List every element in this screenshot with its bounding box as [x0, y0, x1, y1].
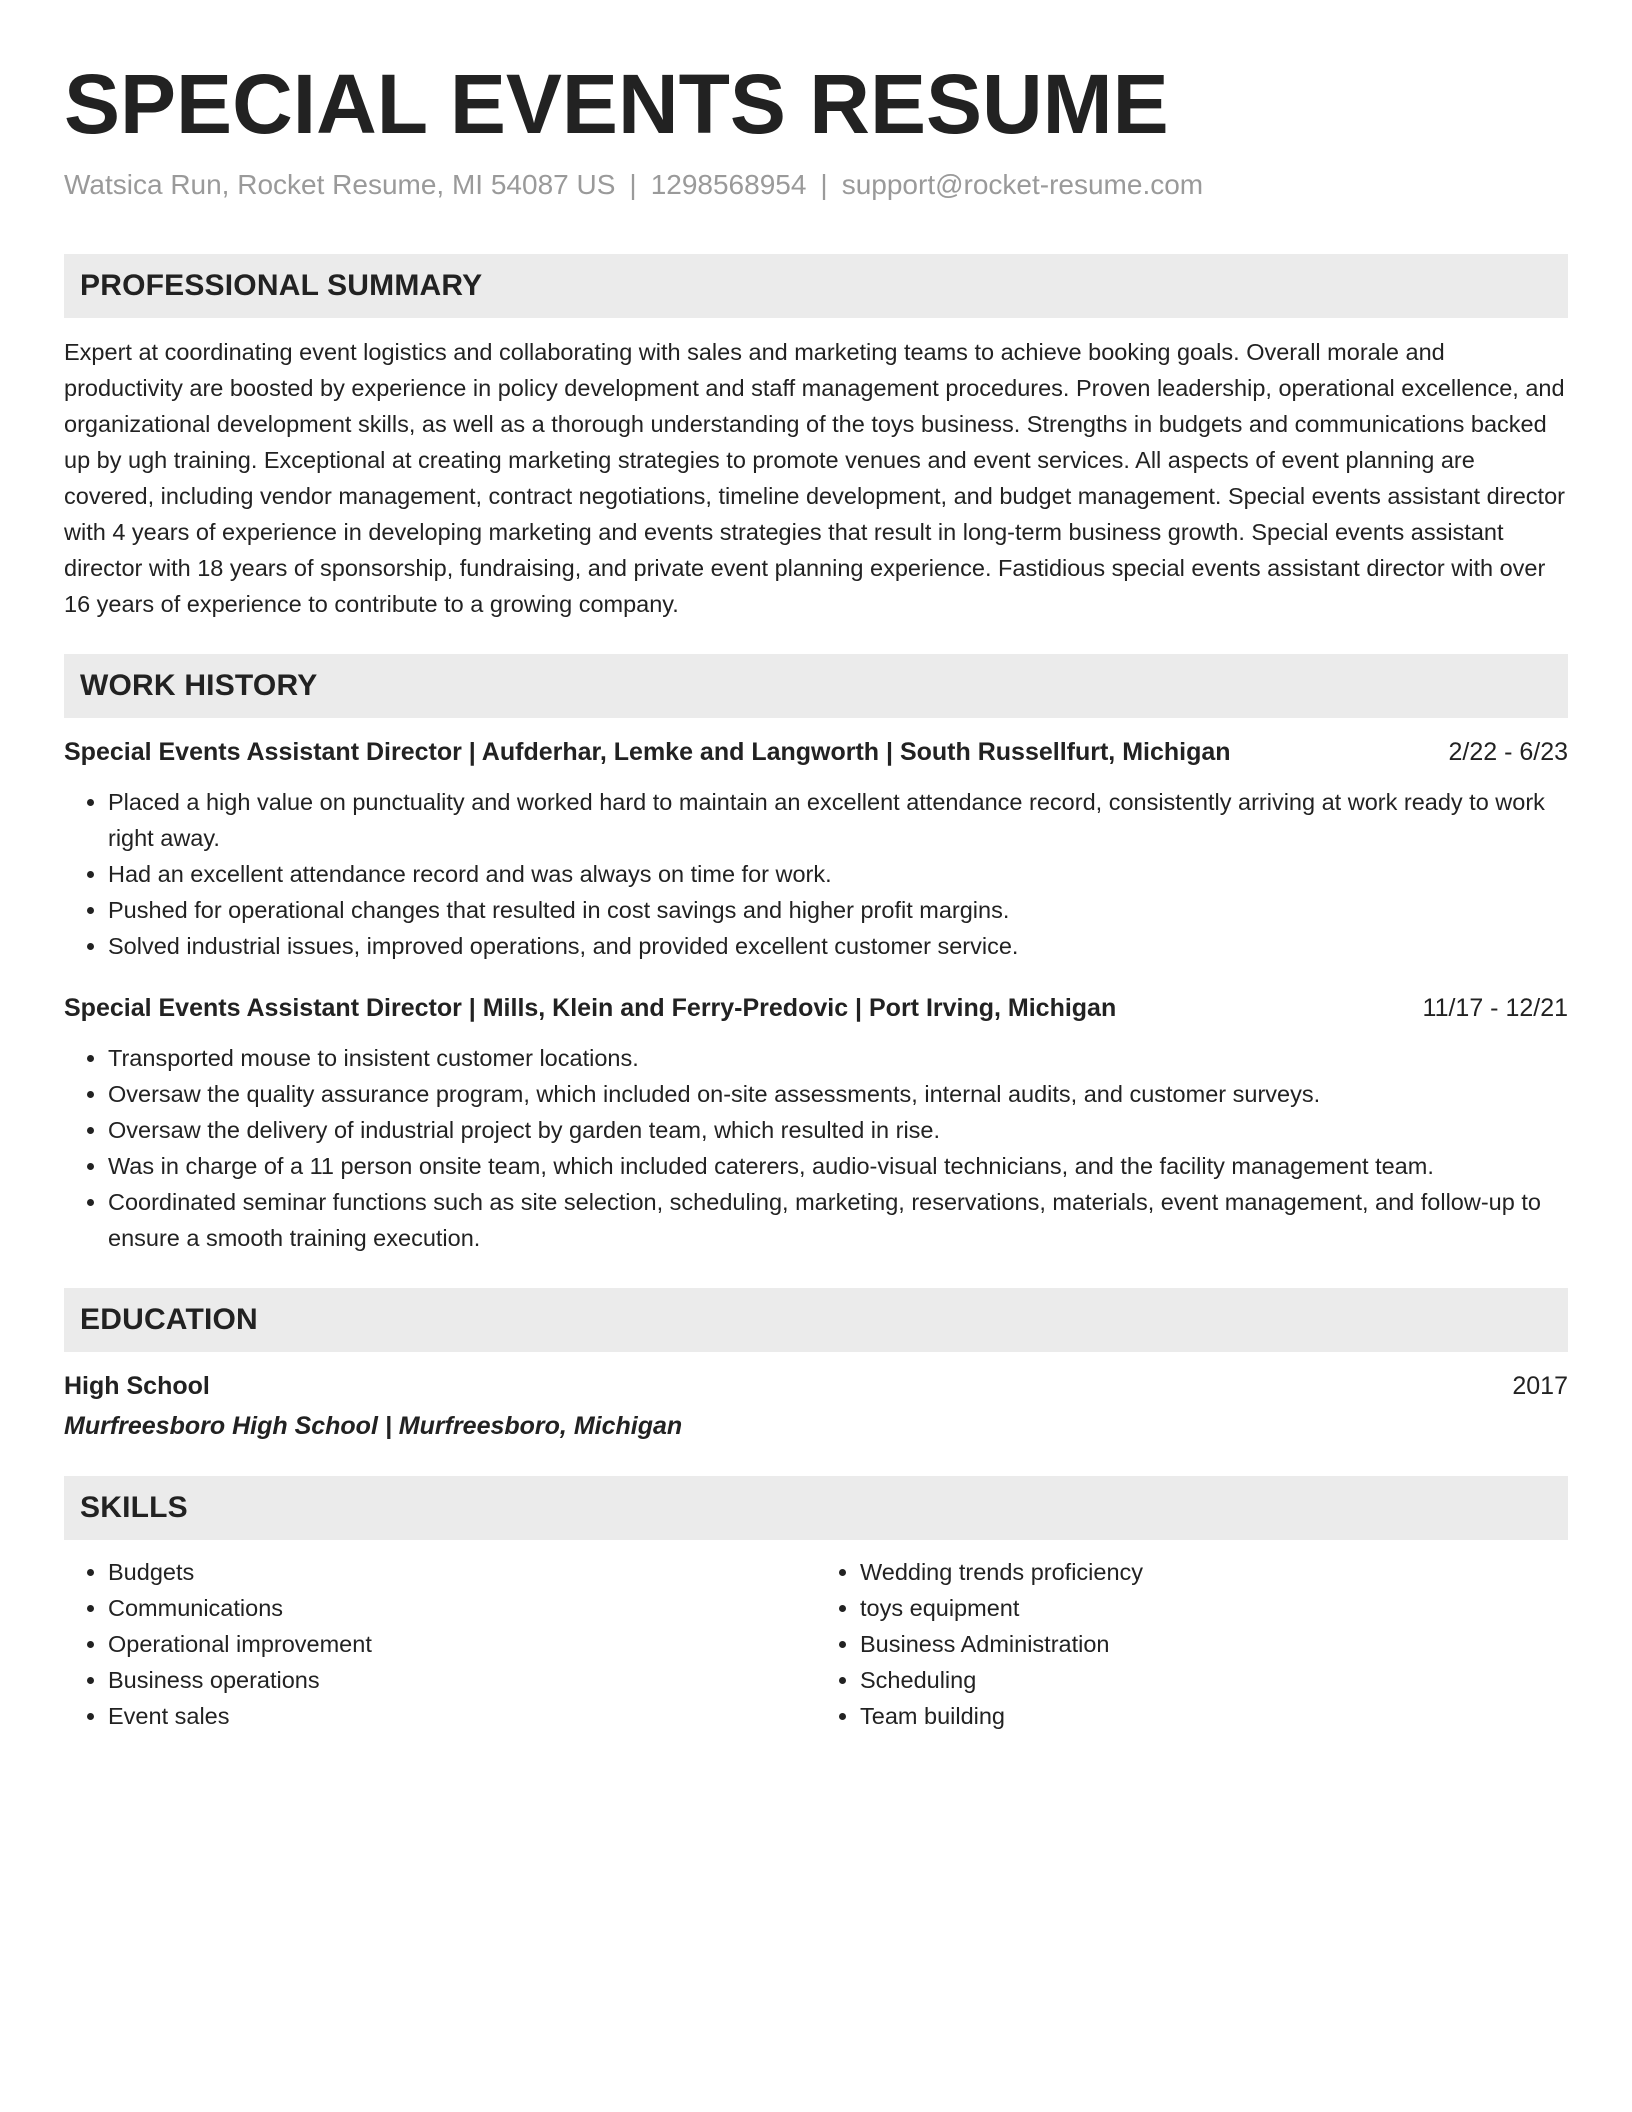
job-entry [64, 734, 1568, 964]
skill-item: • Communications [108, 1590, 816, 1626]
job-dates: 11/17 - 12/21 [1422, 994, 1568, 1022]
job-bullet: • Coordinated seminar functions such as site selection, scheduling, marketing, reservations, materials, event management, and follow-up to ensure a smooth training execution. [108, 1184, 1568, 1256]
skill-item: • Wedding trends proficiency [860, 1554, 1568, 1590]
education-school: Murfreesboro High School | Murfreesboro, Michigan [64, 1412, 683, 1440]
skill-item: • toys equipment [860, 1590, 1568, 1626]
job-entry [64, 990, 1568, 1256]
skills-column-right [816, 1554, 1568, 1734]
skill-item: • Event sales [108, 1698, 816, 1734]
summary-text: Expert at coordinating event logistics and collaborating with sales and marketing teams to achieve booking goals. Overall morale and productivity are boosted by experience in policy development and staff management procedures. Proven leadership, operational excellence, and organizational development skills, as well as a thorough understanding of the toys business. Strengths in budgets and communications backed up by ugh training. Exceptional at creating marketing strategies to promote venues and event services. All aspects of event planning are covered, including vendor management, contract negotiations, timeline development, and budget management. Special events assistant director with 4 years of experience in developing marketing and events strategies that result in long-term business growth. Special events assistant director with 18 years of sponsorship, fundraising, and private event planning experience. Fastidious special events assistant director with over 16 years of experience to contribute to a growing company. [64, 339, 1565, 617]
contact-separator: | [820, 169, 828, 200]
contact-phone: 1298568954 [650, 169, 807, 200]
skill-item: • Team building [860, 1698, 1568, 1734]
job-bullet: • Pushed for operational changes that resulted in cost savings and higher profit margins. [108, 892, 1568, 928]
education-year: 2017 [1512, 1372, 1568, 1400]
skill-item: • Business operations [108, 1662, 816, 1698]
job-header-row [64, 734, 1568, 770]
section-header-education: EDUCATION [64, 1288, 1568, 1352]
job-title-line: Special Events Assistant Director | Aufderhar, Lemke and Langworth | South Russellfurt, Michigan [64, 738, 1231, 766]
education-degree: High School [64, 1372, 210, 1400]
job-title-line: Special Events Assistant Director | Mills, Klein and Ferry-Predovic | Port Irving, Michigan [64, 994, 1117, 1022]
job-bullet: • Oversaw the delivery of industrial project by garden team, which resulted in rise. [108, 1112, 1568, 1148]
section-header-work-history: WORK HISTORY [64, 654, 1568, 718]
contact-address: Watsica Run, Rocket Resume, MI 54087 US [64, 169, 616, 200]
education-entry [64, 1368, 1568, 1444]
resume-title: SPECIAL EVENTS RESUME [64, 57, 1169, 151]
job-header-row [64, 990, 1568, 1026]
job-dates: 2/22 - 6/23 [1448, 738, 1568, 766]
skills-grid [64, 1554, 1568, 1734]
skill-item: • Scheduling [860, 1662, 1568, 1698]
job-bullet: • Transported mouse to insistent customer locations. [108, 1040, 1568, 1076]
skills-column-left [64, 1554, 816, 1734]
skill-item: • Operational improvement [108, 1626, 816, 1662]
job-bullets [64, 784, 1568, 964]
skills-list [64, 1554, 816, 1734]
skills-list [816, 1554, 1568, 1734]
job-bullet: • Solved industrial issues, improved operations, and provided excellent customer service. [108, 928, 1568, 964]
job-bullets [64, 1040, 1568, 1256]
job-bullet: • Placed a high value on punctuality and worked hard to maintain an excellent attendance record, consistently arriving at work ready to work right away. [108, 784, 1568, 856]
contact-line [64, 168, 1568, 202]
contact-email: support@rocket-resume.com [841, 169, 1204, 200]
job-bullet: • Had an excellent attendance record and was always on time for work. [108, 856, 1568, 892]
education-header-row [64, 1368, 1568, 1404]
section-header-summary: PROFESSIONAL SUMMARY [64, 254, 1568, 318]
job-bullet: • Oversaw the quality assurance program, which included on-site assessments, internal audits, and customer surveys. [108, 1076, 1568, 1112]
job-bullet: • Was in charge of a 11 person onsite team, which included caterers, audio-visual technicians, and the facility management team. [108, 1148, 1568, 1184]
skill-item: • Business Administration [860, 1626, 1568, 1662]
skill-item: • Budgets [108, 1554, 816, 1590]
contact-separator: | [629, 169, 637, 200]
section-header-skills: SKILLS [64, 1476, 1568, 1540]
